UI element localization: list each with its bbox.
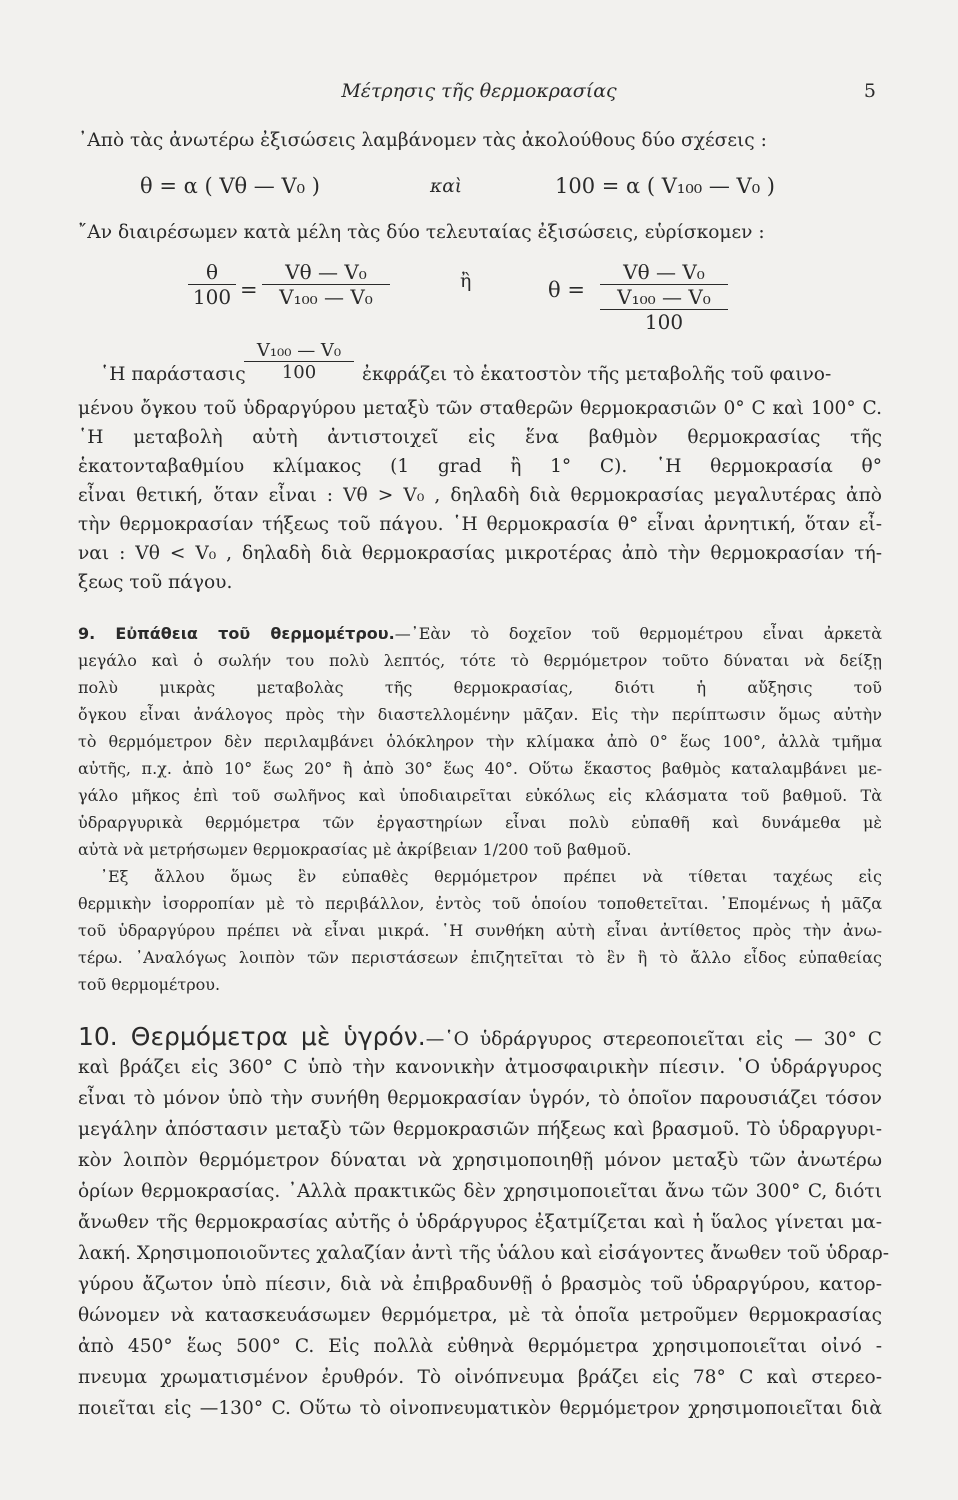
text-line: θώνομεν νὰ κατασκευάσωμεν θερμόμετρα, μὲ τὰ ὁποῖα μετροῦμεν θερμοκρασίας: [78, 1305, 882, 1326]
or-word: ἢ: [460, 270, 472, 292]
text-line: ᾿Εξ ἄλλου ὅμως ἓν εὐπαθὲς θερμόμετρον πρέπει νὰ τίθεται ταχέως εἰς: [100, 867, 882, 886]
numerator: θ: [205, 260, 219, 284]
paragraph-thermo-sign: [78, 394, 882, 597]
running-header: [0, 80, 958, 110]
section-10: [78, 1020, 890, 1425]
text-line: ῾Η μεταβολὴ αὐτὴ ἀντιστοιχεῖ εἰς ἕνα βαθμὸν θερμοκρασίας τῆς: [78, 427, 882, 448]
denominator: 100: [192, 285, 232, 309]
section-heading: 10. Θερμόμετρα μὲ ὑγρόν.: [78, 1022, 426, 1051]
fraction-volume-ratio: [262, 260, 390, 309]
denominator: V₁₀₀ — V₀: [279, 285, 373, 309]
section-heading: 9. Εὐπάθεια τοῦ θερμομέτρου.: [78, 624, 395, 643]
text-line: εἶναι θετική, ὅταν εἶναι : Vθ > V₀ , δηλαδὴ διὰ θερμοκρασίας μεγαλυτέρας ἀπὸ: [78, 485, 882, 506]
text-line: ὁρίων θερμοκρασίας. ᾿Αλλὰ πρακτικῶς δὲν χρησιμοποιεῖται ἄνω τῶν 300° C, διότι: [78, 1181, 882, 1202]
theta-equals: θ =: [548, 278, 585, 302]
text-line: αὐτὰ νὰ μετρήσωμεν θερμοκρασίας μὲ ἀκρίβειαν 1/200 τοῦ βαθμοῦ.: [78, 840, 632, 859]
section-text: —᾿Εὰν τὸ δοχεῖον τοῦ θερμομέτρου εἶναι ἀρκετὰ: [394, 624, 882, 643]
equation-conjunction: καὶ: [430, 176, 463, 197]
text-line: αὐτῆς, π.χ. ἀπὸ 10° ἕως 20° ἢ ἀπὸ 30° ἕως 40°. Οὕτω ἕκαστος βαθμὸς καταλαμβάνει με-: [78, 759, 882, 778]
text-line: τέρω. ᾿Αναλόγως λοιπὸν τῶν περιστάσεων ἐπιζητεῖται τὸ ἓν ἢ τὸ ἄλλο εἶδος εὐπαθείας: [78, 948, 882, 967]
section-text: —῾Ο ὑδράργυρος στερεοποιεῖται εἰς — 30° C: [425, 1029, 882, 1050]
section-9: [78, 620, 882, 998]
text-line: γύρου ἄζωτον ὑπὸ πίεσιν, διὰ νὰ ἐπιβραδυνθῇ ὁ βρασμὸς τοῦ ὑδραργύρου, κατορ-: [78, 1274, 882, 1295]
page-number: 5: [863, 80, 876, 102]
text-line: κὸν λοιπὸν θερμόμετρον δύναται νὰ χρησιμοποιηθῇ μόνον μεταξὺ τῶν ἀνωτέρω: [78, 1150, 882, 1171]
text-line: γάλο μῆκος ἐπὶ τοῦ σωλῆνος καὶ ὑποδιαιρεῖται εὐκόλως εἰς κλάσματα τοῦ βαθμοῦ. Τὰ: [78, 786, 882, 805]
page-title: Μέτρησις τῆς θερμοκρασίας: [341, 80, 617, 102]
text-line: ξεως τοῦ πάγου.: [78, 572, 233, 593]
denominator: 100: [281, 362, 317, 383]
fraction-theta-over-100: [188, 260, 236, 309]
text-line: ὄγκου εἶναι ἀνάλογος πρὸς τὴν διαστελλομένην μᾶζαν. Εἰς τὴν περίπτωσιν ὅμως αὐτὴν: [78, 705, 882, 724]
text-line: ἀπὸ 450° ἕως 500° C. Εἰς πολλὰ εὐθηνὰ θερμόμετρα χρησιμοποιεῖται οἰνό -: [78, 1336, 882, 1357]
fraction-expression: [244, 340, 354, 383]
text-line: θερμικὴν ἰσορροπίαν μὲ τὸ περιβάλλον, ἐντὸς τοῦ ὁποίου τοποθετεῖται. ᾿Επομένως ἡ μᾶζα: [78, 894, 882, 913]
text-line: [78, 620, 882, 647]
text-line: ποιεῖται εἰς —130° C. Οὕτω τὸ οἰνοπνευματικὸν θερμόμετρον χρησιμοποιεῖται διὰ: [78, 1398, 882, 1419]
text-line: ᾿Απὸ τὰς ἀνωτέρω ἐξισώσεις λαμβάνομεν τὰς ἀκολούθους δύο σχέσεις :: [78, 130, 767, 151]
text-line: ὑδραργυρικὰ θερμόμετρα τῶν ἐργαστηρίων εἶναι πολὺ εὐπαθῆ καὶ δυνάμεθα μὲ: [78, 813, 882, 832]
text-line: ἑκατονταβαθμίου κλίμακος (1 grad ἢ 1° C). ῾Η θερμοκρασία θ°: [78, 456, 882, 477]
text-line: τὴν θερμοκρασίαν τήξεως τοῦ πάγου. ῾Η θερμοκρασία θ° εἶναι ἀρνητική, ὅταν εἶ-: [78, 514, 882, 535]
equation-theta: θ = α ( Vθ — V₀ ): [140, 174, 320, 198]
text-line: μεγάλο καὶ ὁ σωλήν του πολὺ λεπτός, τότε τὸ θερμόμετρον τοῦτο δύναται νὰ δείξῃ: [78, 651, 882, 670]
text-line: [78, 1020, 882, 1053]
text-line: ἄνωθεν τῆς θερμοκρασίας αὐτῆς ὁ ὑδράργυρος ἐξατμίζεται καὶ ἡ ὕαλος γίνεται μα-: [78, 1212, 882, 1233]
text-line: εἶναι τὸ μόνον ὑπὸ τὴν συνήθη θερμοκρασίαν ὑγρόν, τὸ ὁποῖον παρουσιάζει τόσον: [78, 1088, 882, 1109]
denominator: 100: [644, 310, 684, 334]
divide-paragraph: [78, 218, 882, 247]
text-line: λακή. Χρησιμοποιοῦντες χαλαζίαν ἀντὶ τῆς ὑάλου καὶ εἰσάγοντες ἄνωθεν τοῦ ὑδραρ-: [78, 1243, 890, 1264]
numerator: V₁₀₀ — V₀: [256, 340, 342, 361]
text-line: τοῦ θερμομέτρου.: [78, 975, 221, 994]
text-line: πνευμα χρωματισμένον ἐρυθρόν. Τὸ οἰνόπνευμα βράζει εἰς 78° C καὶ στερεο-: [78, 1367, 882, 1388]
text-line: πολὺ μικρὰς μεταβολὰς τῆς θερμοκρασίας, διότι ἡ αὔξησις τοῦ: [78, 678, 882, 697]
text-line: μένου ὄγκου τοῦ ὑδραργύρου μεταξὺ τῶν σταθερῶν θερμοκρασιῶν 0° C καὶ 100° C.: [78, 398, 882, 419]
middle-term: V₁₀₀ — V₀: [617, 285, 711, 309]
numerator: Vθ — V₀: [285, 260, 367, 284]
intro-paragraph: [78, 126, 882, 155]
text-line: τὸ θερμόμετρον δὲν περιλαμβάνει ὁλόκληρον τὴν κλίμακα ἀπὸ 0° ἕως 100°, ἀλλὰ τμῆμα: [78, 732, 882, 751]
fraction-theta-expression: [600, 260, 728, 334]
expression-suffix: ἐκφράζει τὸ ἑκατοστὸν τῆς μεταβολῆς τοῦ φαινο-: [362, 364, 832, 385]
text-line: τοῦ ὑδραργύρου πρέπει νὰ εἶναι μικρά. ῾Η συνθήκη αὐτὴ εἶναι ἀντίθετος πρὸς τὴν ἀνω-: [78, 921, 882, 940]
text-line: μεγάλην ἀπόστασιν μεταξὺ τῶν θερμοκρασιῶν πήξεως καὶ βρασμοῦ. Τὸ ὑδραργυρι-: [78, 1119, 882, 1140]
text-line: ῎Αν διαιρέσωμεν κατὰ μέλη τὰς δύο τελευταίας ἐξισώσεις, εὑρίσκομεν :: [78, 222, 765, 243]
equals-sign: =: [240, 278, 258, 302]
expression-prefix: ῾Η παράστασις: [100, 364, 246, 385]
text-line: καὶ βράζει εἰς 360° C ὑπὸ τὴν κανονικὴν ἀτμοσφαιρικὴν πίεσιν. ῾Ο ὑδράργυρος: [78, 1057, 882, 1078]
text-line: ναι : Vθ < V₀ , δηλαδὴ διὰ θερμοκρασίας μικροτέρας ἀπὸ τὴν θερμοκρασίαν τή-: [78, 543, 882, 564]
equation-hundred: 100 = α ( V₁₀₀ — V₀ ): [555, 174, 775, 198]
numerator: Vθ — V₀: [623, 260, 705, 284]
